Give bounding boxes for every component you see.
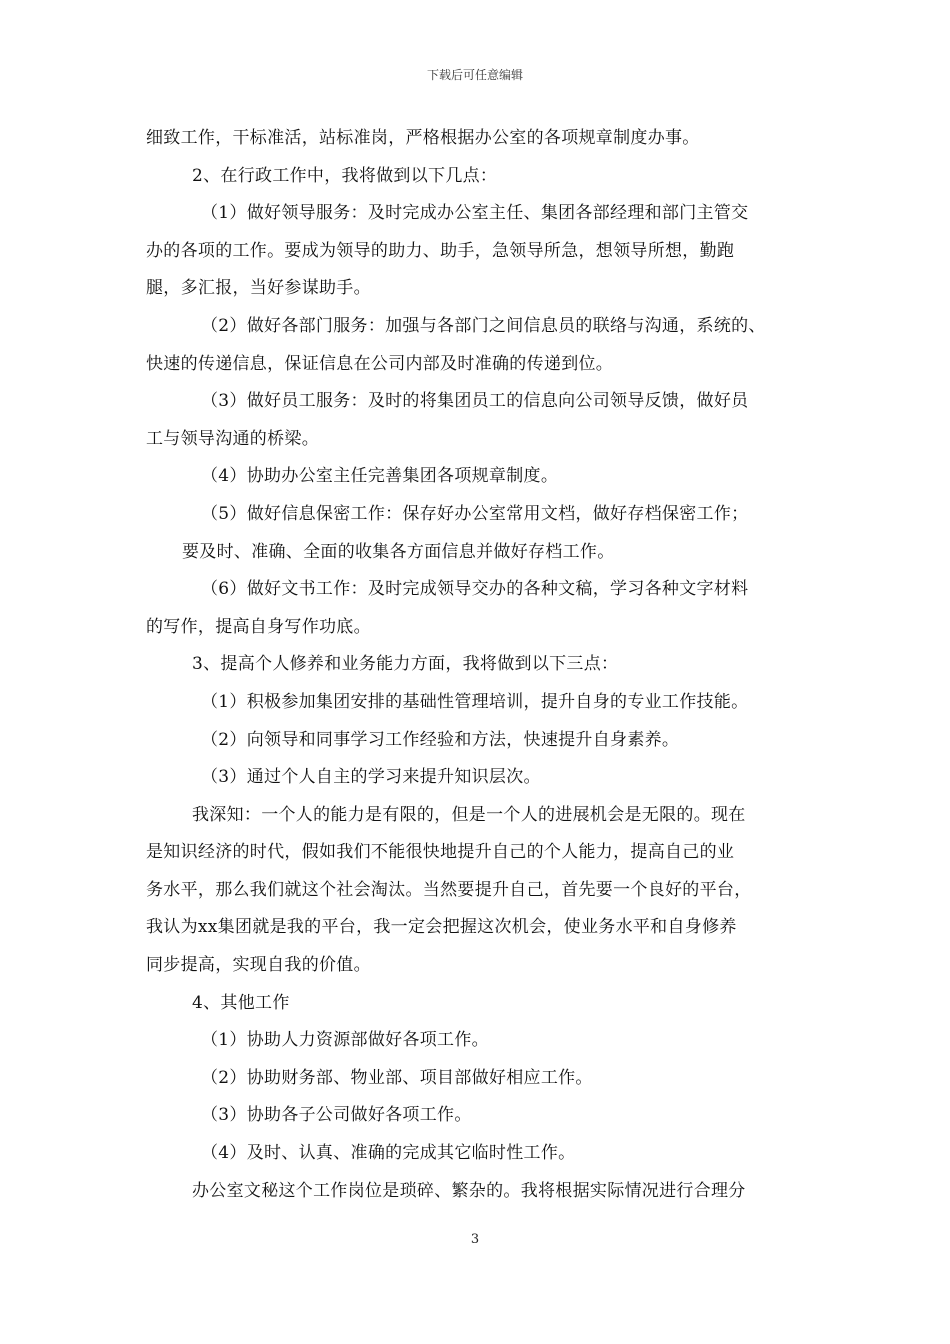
page-header: 下载后可任意编辑 <box>426 68 523 82</box>
section-heading-3: 3、提高个人修养和业务能力方面，我将做到以下三点： <box>192 654 619 675</box>
paragraph-line: 工与领导沟通的桥梁。 <box>146 428 319 449</box>
section-heading-2: 2、在行政工作中，我将做到以下几点： <box>192 165 498 186</box>
paragraph-line: 腿，多汇报，当好参谋助手。 <box>146 278 371 299</box>
list-item-line: （4）协助办公室主任完善集团各项规章制度。 <box>201 466 559 487</box>
list-item-line: （3）做好员工服务：及时的将集团员工的信息向公司领导反馈，做好员 <box>201 391 749 412</box>
list-item-line: （1）做好领导服务：及时完成办公室主任、集团各部经理和部门主管交 <box>201 203 749 224</box>
document-body <box>146 120 806 1210</box>
list-item-line: （5）做好信息保密工作：保存好办公室常用文档，做好存档保密工作； <box>201 503 749 524</box>
paragraph-line: 要及时、准确、全面的收集各方面信息并做好存档工作。 <box>182 541 615 562</box>
paragraph-line: 务水平，那么我们就这个社会淘汰。当然要提升自己，首先要一个良好的平台， <box>146 879 752 900</box>
paragraph-line: 我认为xx集团就是我的平台，我一定会把握这次机会，使业务水平和自身修养 <box>146 917 737 938</box>
paragraph-line: 办的各项的工作。要成为领导的助力、助手，急领导所急，想领导所想，勤跑 <box>146 240 735 261</box>
paragraph-line: 办公室文秘这个工作岗位是琐碎、繁杂的。我将根据实际情况进行合理分 <box>192 1180 746 1201</box>
list-item-line: （1）协助人力资源部做好各项工作。 <box>201 1030 489 1051</box>
list-item-line: （2）做好各部门服务：加强与各部门之间信息员的联络与沟通，系统的、 <box>201 315 766 336</box>
list-item-line: （1）积极参加集团安排的基础性管理培训，提升自身的专业工作技能。 <box>201 691 749 712</box>
list-item-line: （6）做好文书工作：及时完成领导交办的各种文稿，学习各种文字材料 <box>201 579 749 600</box>
section-heading-4: 4、其他工作 <box>192 992 290 1013</box>
paragraph-line: 是知识经济的时代，假如我们不能很快地提升自己的个人能力，提高自己的业 <box>146 842 735 863</box>
list-item-line: （3）通过个人自主的学习来提升知识层次。 <box>201 767 541 788</box>
list-item-line: （4）及时、认真、准确的完成其它临时性工作。 <box>201 1143 576 1164</box>
list-item-line: （2）协助财务部、物业部、项目部做好相应工作。 <box>201 1067 593 1088</box>
list-item-line: （2）向领导和同事学习工作经验和方法，快速提升自身素养。 <box>201 729 680 750</box>
paragraph-line: 我深知：一个人的能力是有限的，但是一个人的进展机会是无限的。现在 <box>192 804 746 825</box>
list-item-line: （3）协助各子公司做好各项工作。 <box>201 1105 472 1126</box>
paragraph-line: 同步提高，实现自我的价值。 <box>146 955 371 976</box>
paragraph-line: 细致工作，干标准活，站标准岗，严格根据办公室的各项规章制度办事。 <box>146 128 700 148</box>
paragraph-line: 快速的传递信息，保证信息在公司内部及时准确的传递到位。 <box>146 353 614 374</box>
page-number: 3 <box>470 1232 480 1247</box>
paragraph-line: 的写作，提高自身写作功底。 <box>146 616 371 637</box>
